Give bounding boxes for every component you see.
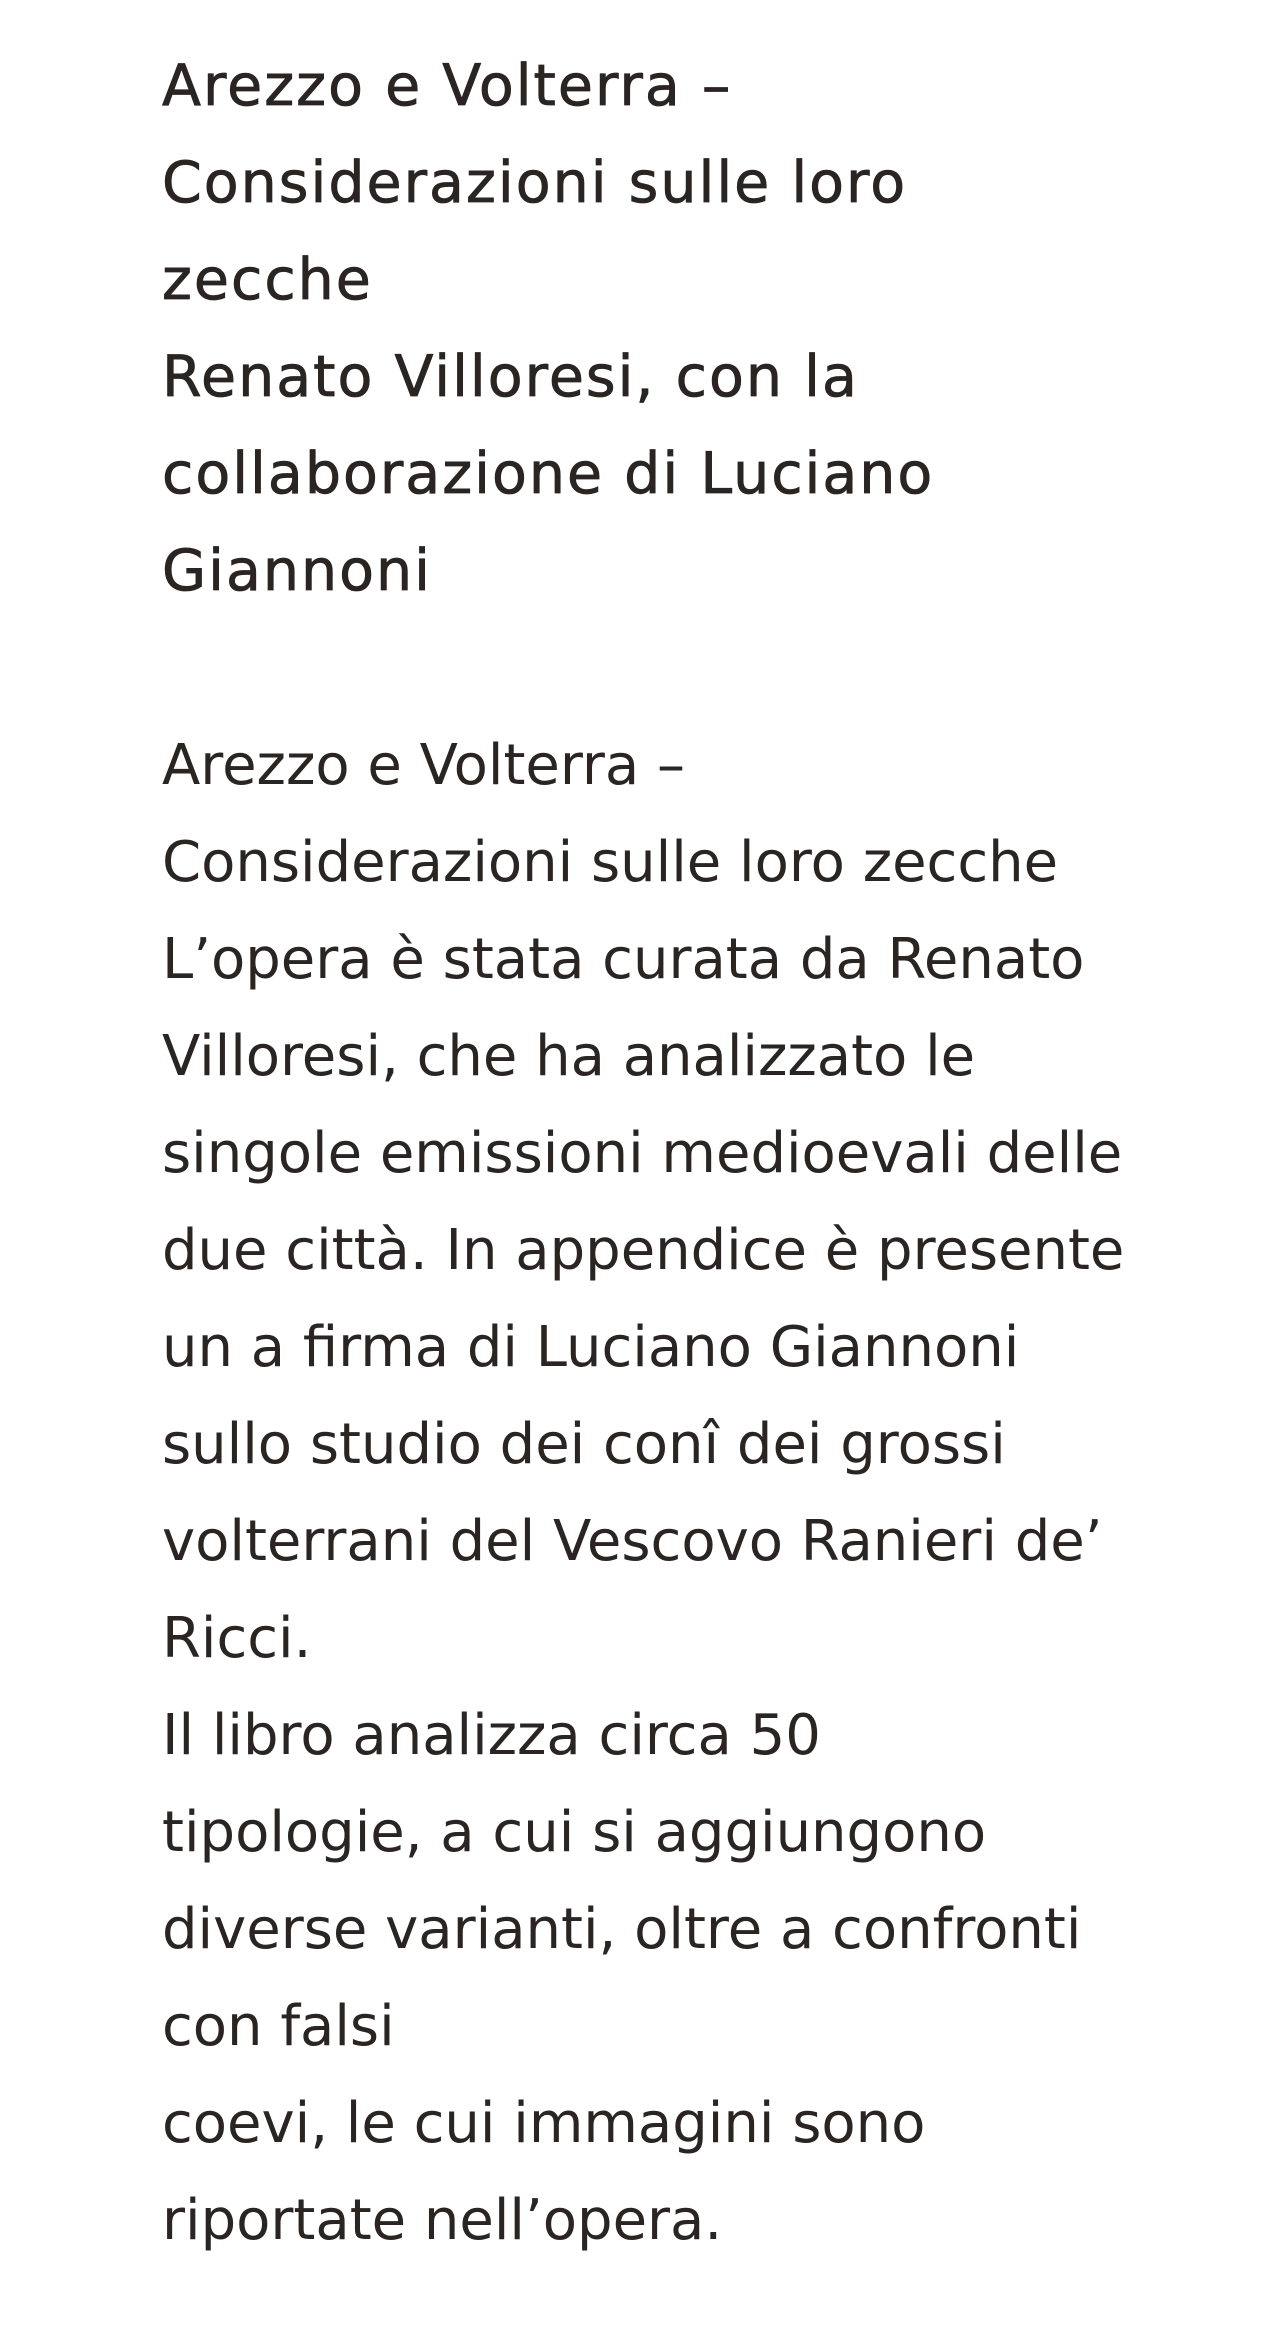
description-line: Arezzo e Volterra – (162, 733, 686, 798)
title-line: zecche (162, 247, 373, 313)
description-line: Ricci. (162, 1606, 312, 1671)
description-line: un a firma di Luciano Giannoni (162, 1315, 1020, 1380)
description-line: volterrani del Vescovo Ranieri de’ (162, 1509, 1103, 1574)
description-text (162, 717, 1162, 2269)
description-line: Villoresi, che ha analizzato le (162, 1024, 976, 1089)
description-line: con falsi (162, 1994, 395, 2059)
description-line: sullo studio dei conî dei grossi (162, 1412, 1006, 1477)
description-line: tipologie, a cui si aggiungono (162, 1800, 987, 1865)
description-line: diverse varianti, oltre a confronti (162, 1897, 1082, 1962)
author-line: collaborazione di Luciano (162, 441, 935, 507)
book-title-heading (162, 38, 1162, 620)
description-line: coevi, le cui immagini sono (162, 2091, 926, 2156)
author-line: Renato Villoresi, con la (162, 344, 859, 410)
description-line: singole emissioni medioevali delle (162, 1121, 1123, 1186)
author-line: Giannoni (162, 538, 433, 604)
title-line: Arezzo e Volterra – (162, 53, 733, 119)
description-line: L’opera è stata curata da Renato (162, 927, 1085, 992)
description-line: riportate nell’opera. (162, 2188, 723, 2253)
description-line: due città. In appendice è presente (162, 1218, 1125, 1283)
title-line: Considerazioni sulle loro (162, 150, 908, 216)
description-line: Il libro analizza circa 50 (162, 1703, 821, 1768)
book-description (162, 38, 1162, 2269)
description-line: Considerazioni sulle loro zecche (162, 830, 1059, 895)
